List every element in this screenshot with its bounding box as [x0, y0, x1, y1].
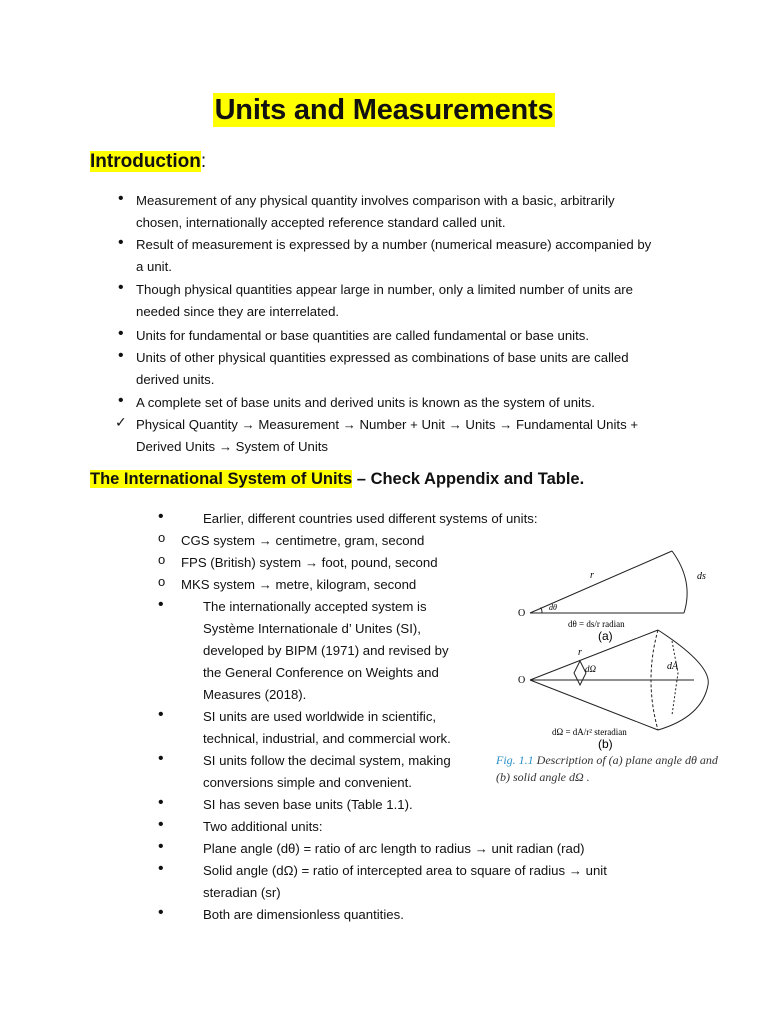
check-icon: ✓ [115, 414, 127, 430]
label-r-b: r [578, 647, 582, 658]
line: Measurement of any physical quantity involves comparison with a basic, arbitrarily [136, 193, 615, 208]
list-item: Plane angle (dθ) = ratio of arc length to radius → unit radian (rad) [203, 841, 585, 856]
line: Result of measurement is expressed by a number (numerical measure) accompanied by [136, 237, 652, 252]
line: developed by BIPM (1971) and revised by [203, 643, 449, 658]
intro-heading-text: Introduction [90, 151, 201, 172]
list-item [203, 706, 493, 750]
bullet: • [158, 794, 164, 811]
line: Units of other physical quantities expressed as combinations of base units are called [136, 350, 629, 365]
caption-line-2: (b) solid angle dΩ . [496, 770, 590, 784]
line: derived units. [136, 372, 215, 387]
si-heading [90, 470, 584, 489]
line: A complete set of base units and derived units is known as the system of units. [136, 395, 595, 410]
bullet: • [118, 190, 124, 207]
list-item: Two additional units: [203, 819, 323, 834]
list-item [136, 392, 696, 414]
caption-number: Fig. 1.1 [496, 753, 534, 767]
bullet: • [158, 750, 164, 767]
line: The internationally accepted system is [203, 599, 427, 614]
line: the General Conference on Weights and [203, 665, 439, 680]
line: chosen, internationally accepted reference standard called unit. [136, 215, 506, 230]
line: a unit. [136, 259, 172, 274]
list-item [136, 279, 696, 323]
caption-line-1 [496, 752, 756, 769]
line: Physical Quantity → Measurement → Number + Unit → Units → Fundamental Units + [136, 417, 639, 432]
list-item: SI has seven base units (Table 1.1). [203, 797, 413, 812]
document-title: Units and Measurements [214, 94, 554, 126]
solid-angle-diagram [530, 630, 708, 730]
label-b: (b) [598, 737, 613, 751]
circle-bullet: o [158, 552, 166, 567]
label-r: r [590, 570, 594, 581]
caption-text: Description of (a) plane angle dθ and [533, 753, 718, 767]
document-title-wrap [0, 94, 768, 127]
list-item: FPS (British) system → foot, pound, second [181, 555, 438, 570]
line: SI units follow the decimal system, making [203, 753, 451, 768]
list-item: Both are dimensionless quantities. [203, 907, 404, 922]
label-O: O [518, 608, 526, 619]
line: needed since they are interrelated. [136, 304, 340, 319]
check-item [136, 414, 696, 458]
circle-bullet: o [158, 530, 166, 545]
line: conversions simple and convenient. [203, 775, 412, 790]
equation-a: dθ = ds/r radian [568, 619, 625, 629]
list-item: MKS system → metre, kilogram, second [181, 577, 417, 592]
line: Solid angle (dΩ) = ratio of intercepted area to square of radius → unit [203, 863, 607, 878]
line: Though physical quantities appear large in number, only a limited number of units are [136, 282, 634, 297]
area-patch [672, 641, 678, 715]
si-heading-rest: – Check Appendix and Table. [352, 470, 585, 488]
bullet: • [118, 392, 124, 409]
list-item [136, 347, 696, 391]
cone-edge [530, 680, 658, 730]
label-a: (a) [598, 629, 613, 643]
label-ds: ds [697, 571, 706, 582]
line: Derived Units → System of Units [136, 439, 329, 454]
list-item [136, 325, 696, 347]
list-item [136, 190, 696, 234]
list-item: Earlier, different countries used different systems of units: [203, 511, 538, 526]
list-item [203, 750, 493, 794]
bullet: • [118, 347, 124, 364]
bullet: • [158, 508, 164, 525]
line: technical, industrial, and commercial work. [203, 731, 451, 746]
line: Système Internationale d’ Unites (SI), [203, 621, 421, 636]
circle-bullet: o [158, 574, 166, 589]
line: steradian (sr) [203, 885, 281, 900]
list-item [203, 596, 493, 706]
bullet: • [158, 816, 164, 833]
intro-heading [90, 151, 206, 173]
list-item: CGS system → centimetre, gram, second [181, 533, 425, 548]
label-O-b: O [518, 675, 526, 686]
label-dA: dA [667, 661, 679, 672]
bullet: • [158, 838, 164, 855]
bullet: • [118, 325, 124, 342]
si-heading-highlight: The International System of Units [90, 470, 353, 488]
bullet: • [158, 860, 164, 877]
bullet: • [158, 706, 164, 723]
line: SI units are used worldwide in scientific, [203, 709, 437, 724]
line: Units for fundamental or base quantities are called fundamental or base units. [136, 328, 590, 343]
bullet: • [118, 279, 124, 296]
intro-heading-colon: : [200, 151, 207, 172]
figure-caption [496, 752, 756, 786]
line: Measures (2018). [203, 687, 307, 702]
list-item [136, 234, 696, 278]
bullet: • [158, 904, 164, 921]
arc-ds [672, 551, 687, 613]
equation-b: dΩ = dA/r² steradian [552, 727, 627, 737]
bullet: • [158, 596, 164, 613]
list-item [203, 860, 673, 904]
label-dtheta: dθ [549, 603, 557, 612]
bullet: • [118, 234, 124, 251]
label-dOmega: dΩ [585, 664, 597, 674]
